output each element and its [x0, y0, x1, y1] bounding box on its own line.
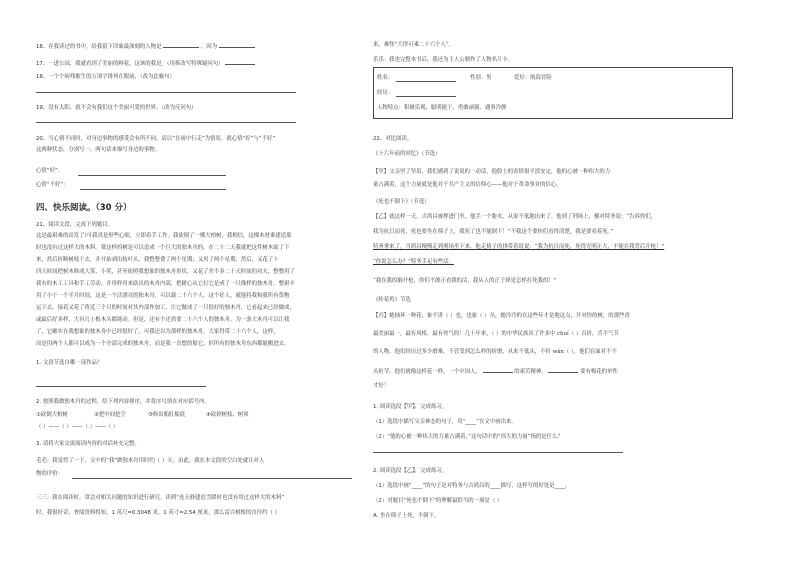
lele-line: 乐乐：我也完整本书后，我还为主人公制作了人物名片卡。 [373, 57, 514, 63]
bing-blank-2[interactable] [548, 367, 578, 373]
answer-line[interactable] [36, 122, 296, 123]
excerpt-yi-line-4: “你说怎么办？”特务手足有些活。 [373, 259, 454, 265]
excerpt-bing-line-3: 的人物，他们经历过多少磨难，不管受到怎么样的折磨，从来不低头，不折 wǎn（ ），他们在面对不不 [373, 349, 617, 355]
passage-line: 时也没有过这样大的木料。费这样的树是可以造成一个巨大的独木舟的，在二十二天我就把这件树木砍了下 [36, 245, 290, 251]
mood-good-label: 心情“好”： [36, 168, 64, 174]
excerpt-yi-line-2: 我为抗日而死，死也要坐在椅子上，我死了也不能倒下！”不我这个要你们看得清楚，我是要看着死。” [373, 229, 613, 235]
maomao-line-1: 毛毛：我觉得了一下，文中的“我”做独木舟用时约（ ）天。由此，我在本文段的空白处就让对人 [36, 458, 265, 464]
right-sub-2: 2. 阅读选段【乙】，完成练习。 [373, 468, 448, 474]
q17-blank[interactable] [225, 59, 255, 65]
mood-good-line[interactable] [78, 175, 226, 176]
answer-line[interactable] [72, 478, 352, 479]
card-experience-line[interactable] [396, 96, 456, 97]
passage-line: 我有的木工工具和手工劳动、并用样用来砍出的木舟内部，把耐心从它打它是成了一只像样的独木舟。整艰辛 [36, 281, 295, 287]
right-sub-2-2: （2）对题目“死也不倒下”的理解最恰当的一项是（ ） [373, 498, 503, 504]
right-sub-1: 1. 阅读选段【甲】，完成练习。 [373, 404, 448, 410]
question-21: 21、阅读文段，完成下列题目。 [36, 222, 113, 228]
right-sub-2-1: （1）选段中画“____”的句子是对特务与吉鸿昌的____描写，这样写的好处是____。 [373, 483, 571, 489]
bing-line-4-end: 要有梅花的单性 [580, 369, 618, 375]
question-17 [36, 59, 255, 68]
order-blanks[interactable]: （ ）——（ ）——（ ）——（ ） [36, 424, 119, 430]
card-traits: 人物特点：积极乐观、聪明能干、勇敢顽强、遇事冷静 [377, 105, 507, 111]
passage-line: 用了小于一个半月时间，这是一个活漂亮的独木舟，可以载二十六个人。这个好人，就能将我和我所有货物 [36, 293, 290, 299]
sub-question-1: 1. 文段节选自哪一部作品？ [36, 360, 103, 366]
right-sub-1-1: （1）选段中描写父亲神态的句子，用“____”在文中画出来。 [373, 419, 517, 425]
excerpt-yi-line-3: 特务拿来了，当鸿昌慢慢走到刑场坐下来，他走椅子的排带着说说：“我为抗日而死，死得光明正大，不能在我背后开枪！” [373, 244, 665, 250]
sub-question-3: 3. 请将大家交流阅读内容的对话补充完整。 [36, 441, 140, 447]
passage-line: 运下去。接着又花了将近三个月的时间对其内部作加工，让它做成了一只很好的独木舟，它看起来已经做成， [36, 305, 295, 311]
q17-text: 17、一进公园，我就看到了美丽的鲜花，这该的我是。（用拆改写特殊疑问句） [36, 61, 224, 67]
card-experience-label: 经历： [377, 90, 394, 96]
q18-blank-2[interactable] [219, 42, 255, 48]
excerpt-bing-line-1: 【丙】她抽坏一种花，象不讲（ ）也，也象（ ）丛，她冷冷的在这些年才是地这点，开对你的树，的那些香 [373, 313, 630, 319]
question-20-line1: 20、当心情不同时，对身边事物的感受会有所不同。请以“在雨中行走”为情景，就心情“好”与“不好” [36, 136, 276, 142]
sub-question-2: 2. 按照我做独木舟的过程，给下列内容排序，并将序号填在对应括号内。 [36, 399, 210, 405]
card-name-line[interactable] [396, 81, 456, 82]
passage-line: 而是用两个人都可以成为一个全部完成的独木舟，而是我一直想的船它，但所有的独木舟东西都能搬进去。 [36, 341, 290, 347]
passage-line: 或最后好多样、大有几十根木头都能动。但是，还有个还需要二十六个人的独木舟。为一条大木舟可以让我 [36, 317, 290, 323]
card-name-label: 姓名： [377, 75, 394, 81]
excerpt-yi-line-5: “我在我的脑开枪，你们不敢正看我的活，我从人的正子弹是怎样打死我的！” [373, 278, 557, 284]
passage-line: 了，它确实在我想象的独木舟中已经很好了，可我还以为那样的独木舟，大家得带二十六个人，这样， [36, 329, 279, 335]
maomao-line-2: 物的评价： [36, 471, 63, 477]
question-18 [36, 42, 255, 51]
bing-line-4-mid: 的艰苦精神， [514, 369, 547, 375]
excerpt-title-2: 《死也不倒下》（节选） [373, 199, 430, 205]
option-1: ①砍倒大柏树 [36, 412, 68, 418]
mood-bad-line[interactable] [80, 189, 226, 190]
option-3: ③修出船肚船底 [148, 412, 186, 418]
sansan-line-2: 时，我很好奇，查阅资料得知，1 英尺=0.3048 米，1 英寸=2.54 厘米，那么雷百树根的直径约（ ） [36, 510, 280, 516]
card-hobby: 爱好：航海冒险 [514, 75, 552, 81]
answer-line[interactable] [36, 386, 206, 387]
bing-blank-1[interactable] [483, 367, 513, 373]
question-18b: 18、一个个病残摧生的万项字排列在眼前，（改为比喻句） [36, 74, 175, 80]
q18-text: 18、在我读过的书中，给我留下印象最深刻的人物是 [36, 44, 162, 50]
bing-line-4-text: 头折节，他们就像这样花一样，一个中国人， [373, 369, 481, 375]
passage-line: 四天时间把树木修成大荚、小荚，甚至依照我想象的独木舟形状，又花了差不多二十天时间的功夫，整整用了 [36, 269, 295, 275]
section-4-heading: 四、快乐阅读。（30 分） [36, 203, 132, 213]
option-2: ②把中间挖空 [94, 412, 126, 418]
card-gender: 性别：男 [470, 75, 492, 81]
excerpt-bing-line-5: 才好！ [373, 383, 390, 389]
excerpt-title-1: 《十六年前的回忆》（节选） [373, 151, 441, 157]
question-20-line2: 这两种状态，分别写一、两句话来描写身边的事物。 [36, 147, 160, 153]
question-22: 22、对比阅读。 [373, 136, 413, 142]
excerpt-bing-line-2: 最美丽最一，最有风格，最有骨气的！几十年来，（ ）的中华民族出了许多中 chuí（ ）百折，肯不气节 [373, 331, 619, 337]
sansan-line-1: 三三：我在阅读时，常会对相关问题的知识进行研究。读到“连天驿建造雪暖时也没有用过这样大的木料” [36, 495, 285, 501]
right-sub-2-option-a: A. 坐在椅子上死，不倒下。 [373, 513, 440, 519]
excerpt-title-3: 《桂花鸡》节选 [373, 297, 411, 303]
answer-line[interactable] [373, 452, 623, 453]
excerpt-yi-line-1: 【乙】就这样一天，吉鸿昌被押进门坐，他手一个胁夹，从家不低地出来了。他到了刑场上，横对特务说：“告诉你们， [373, 214, 657, 220]
passage-line: 这是最艰难的出发了!可我真是形些心烦，立即着手工作。我砍倒了一棵大柏树，我相信，这棵木材谁建造那 [36, 233, 292, 239]
q18-mid-text: ，因为 [200, 44, 218, 50]
passage-line: 来，然后折断树枝干去，并开始剥出枝叶头，我整整费了两个星期；又用了两个星期，然后，又花了十 [36, 257, 279, 263]
continuation-line: 米，难怪“大得可乘二十六个人”。 [373, 42, 455, 48]
mood-bad-label: 心情“不好”： [36, 182, 69, 188]
excerpt-jia-line-2: 量占满着，这个力量就是他对于共产主义的信仰心——他对于革命事业的信心。 [373, 182, 562, 188]
excerpt-bing-line-4 [373, 367, 618, 376]
excerpt-jia-line-1: 【甲】父亲坚了坚眉，我们感到了说说的一动话，他脸上的表情很平淡安定，他的心被一种伟大的力 [373, 169, 611, 175]
option-4: ④砍掉树枝、树须 [206, 412, 249, 418]
character-card [373, 67, 733, 119]
question-19: 19、没有太阳，就不会有我们这个美丽可爱的世界。（改为反问句） [36, 105, 197, 111]
q18-blank-1[interactable] [163, 42, 199, 48]
right-sub-1-2: （2）“他的心被一种伟大的力量占满着，”这句话中的“伟大的力量”指的是什么？ [373, 434, 563, 440]
answer-line[interactable] [36, 92, 296, 93]
